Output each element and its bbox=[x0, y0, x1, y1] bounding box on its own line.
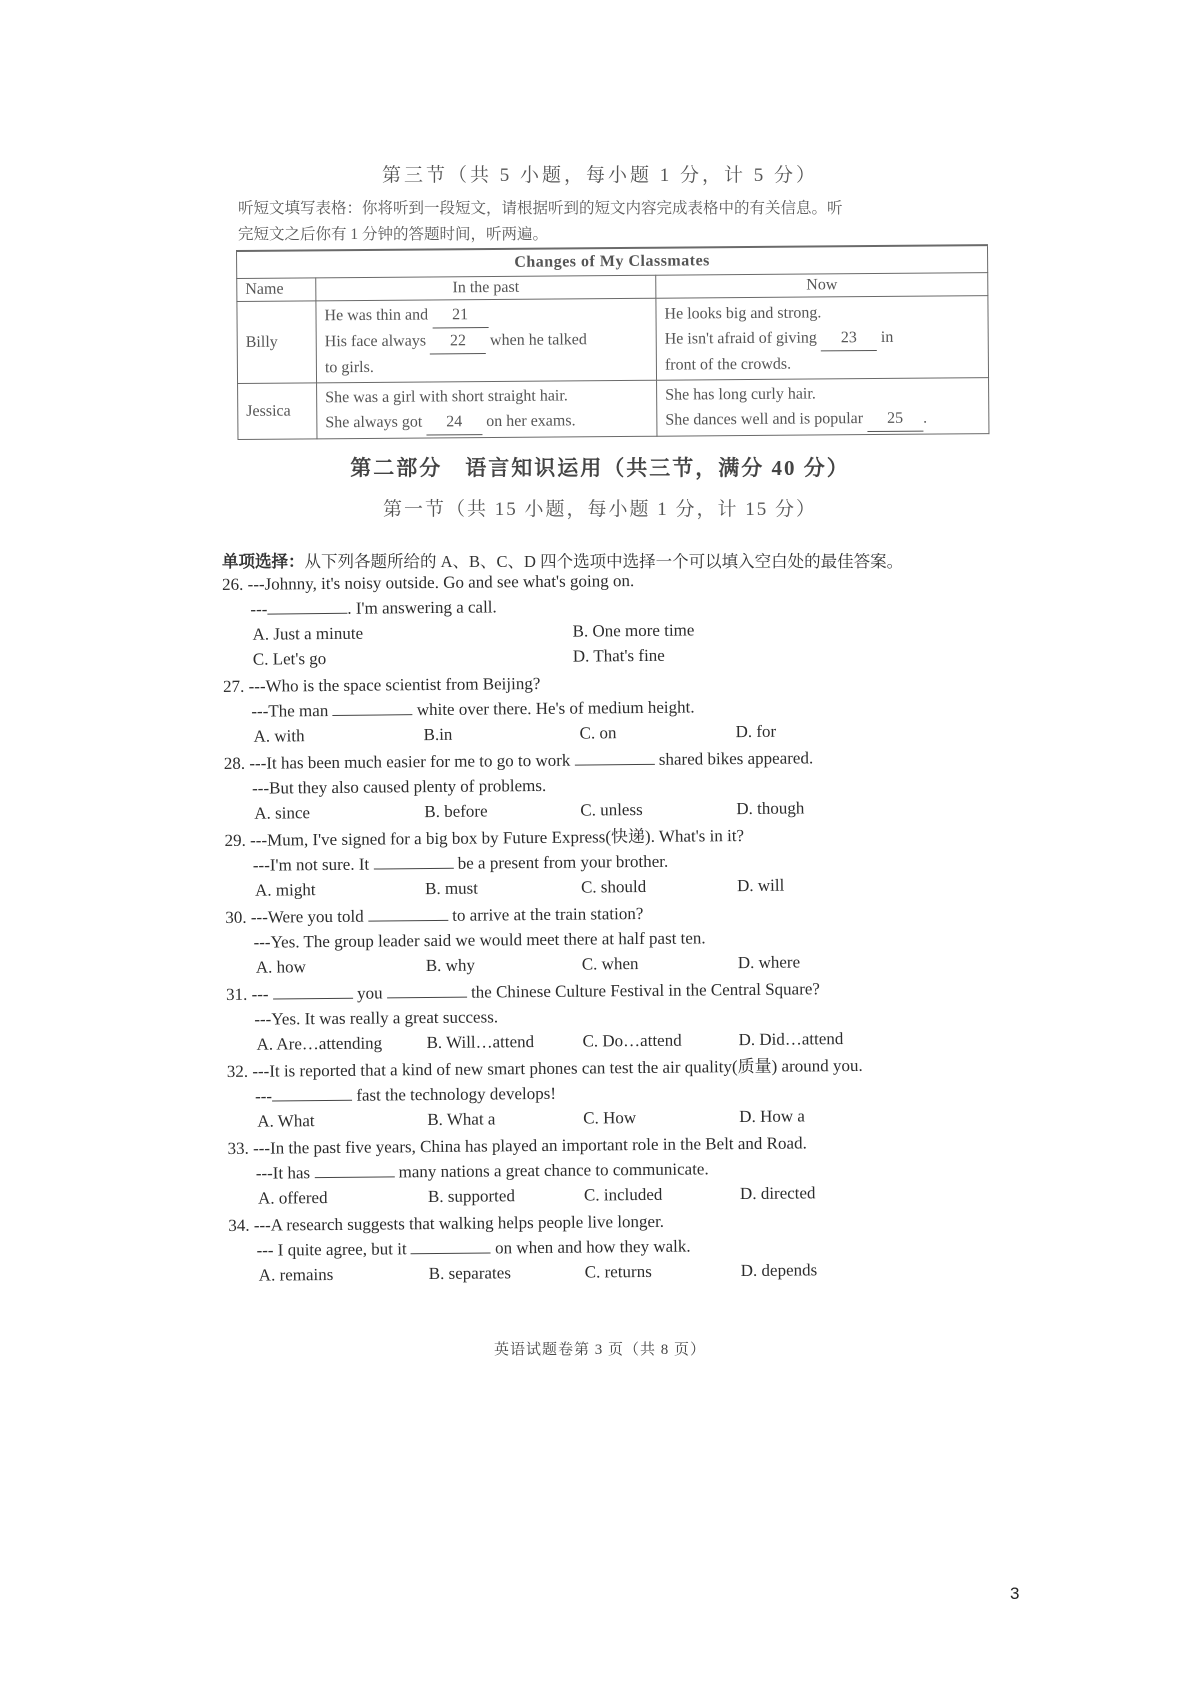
question-text: the Chinese Culture Festival in the Central Square? bbox=[466, 979, 820, 1002]
question-text: ---It has bbox=[255, 1163, 315, 1183]
question-number: 30. bbox=[225, 907, 251, 927]
answer-blank bbox=[373, 852, 453, 870]
question-text: . I'm answering a call. bbox=[347, 597, 497, 618]
answer-option: D. How a bbox=[739, 1106, 805, 1127]
cell-text: He looks big and strong. bbox=[664, 303, 822, 323]
answer-option: B. What a bbox=[427, 1109, 496, 1130]
question-text: ---But they also caused plenty of problems. bbox=[251, 775, 547, 798]
question-text: ---A research suggests that walking helps people live longer. bbox=[253, 1211, 665, 1235]
question-text: ---Who is the space scientist from Beijing? bbox=[248, 673, 541, 696]
answer-blank: 25 bbox=[867, 406, 923, 432]
header-past: In the past bbox=[316, 275, 656, 301]
cell-text: to girls. bbox=[324, 358, 374, 377]
cell-text: on her exams. bbox=[482, 412, 576, 431]
answer-option: B.in bbox=[423, 724, 453, 745]
question-text: many nations a great chance to communicate. bbox=[394, 1159, 709, 1182]
cell-line bbox=[665, 350, 980, 377]
answer-option: B. before bbox=[424, 801, 488, 822]
question-text: fast the technology develops! bbox=[351, 1083, 557, 1105]
answer-blank: 22 bbox=[430, 328, 486, 354]
answer-blank bbox=[332, 698, 412, 716]
question-text: be a present from your brother. bbox=[453, 851, 669, 873]
answer-option: D. That's fine bbox=[572, 645, 665, 666]
question-text: ---The man bbox=[251, 700, 333, 721]
question-text: ---Mum, I've signed for a big box by Future Express(快递). What's in it? bbox=[249, 826, 745, 850]
page-number: 3 bbox=[1010, 1584, 1020, 1603]
cell-line bbox=[664, 299, 979, 326]
question-number: 28. bbox=[223, 753, 250, 773]
answer-option: D. directed bbox=[739, 1183, 816, 1204]
page-footer: 英语试题卷第 3 页（共 8 页） bbox=[493, 1342, 706, 1358]
cell-line bbox=[325, 383, 648, 411]
answer-blank: 21 bbox=[432, 302, 488, 328]
answer-option: C. unless bbox=[580, 799, 643, 820]
cell-line bbox=[665, 380, 980, 407]
question-text: ---It is reported that a kind of new smart phones can test the air quality(质量) around you. bbox=[252, 1055, 863, 1081]
instructions-line: 听短文填写表格：你将听到一段短文，请根据听到的短文内容完成表格中的有关信息。听 bbox=[238, 200, 843, 217]
instruction-text: 从下列各题所给的 A、B、C、D 四个选项中选择一个可以填入空白处的最佳答案。 bbox=[304, 552, 904, 571]
header-now: Now bbox=[656, 273, 988, 299]
answer-option: A. since bbox=[254, 803, 311, 823]
answer-option: B. must bbox=[424, 878, 479, 899]
cell-text: She has long curly hair. bbox=[665, 385, 816, 404]
answer-option: A. What bbox=[257, 1111, 315, 1131]
question-number: 26. bbox=[222, 574, 248, 594]
question-text: ---In the past five years, China has played an important role in the Belt and Road. bbox=[252, 1133, 807, 1158]
now-cell bbox=[657, 378, 989, 437]
answer-option: A. offered bbox=[257, 1188, 328, 1208]
question-text: white over there. He's of medium height. bbox=[412, 697, 695, 720]
answer-option: D. though bbox=[736, 798, 805, 819]
cell-text: . bbox=[923, 409, 928, 427]
answer-option: B. why bbox=[425, 955, 476, 976]
question-number: 31. bbox=[225, 984, 252, 1004]
question-item bbox=[223, 667, 984, 749]
answer-blank bbox=[314, 1160, 394, 1178]
cell-text: when he talked bbox=[485, 331, 587, 350]
question-text: on when and how they walk. bbox=[490, 1236, 691, 1258]
question-text: --- I quite agree, but it bbox=[256, 1239, 411, 1260]
answer-option: A. how bbox=[255, 957, 306, 977]
cell-line bbox=[325, 353, 648, 381]
answer-options bbox=[222, 615, 982, 672]
cell-line bbox=[665, 405, 980, 433]
cell-text: She dances well and is popular bbox=[665, 410, 868, 429]
student-name: Jessica bbox=[238, 383, 317, 440]
cell-text: in bbox=[876, 328, 894, 346]
cell-line bbox=[665, 324, 980, 352]
answer-option: D. where bbox=[737, 952, 801, 973]
table-row bbox=[238, 378, 989, 440]
table-caption: Changes of My Classmates bbox=[237, 245, 988, 278]
answer-option: C. on bbox=[579, 723, 617, 743]
cell-text: She was a girl with short straight hair. bbox=[325, 387, 568, 407]
question-number: 27. bbox=[223, 676, 249, 696]
answer-option: C. should bbox=[580, 876, 647, 897]
cell-text: He was thin and bbox=[324, 306, 433, 325]
cell-line bbox=[324, 301, 647, 330]
question-item bbox=[227, 1052, 988, 1134]
question-item bbox=[227, 1129, 988, 1211]
question-text: to arrive at the train station? bbox=[447, 903, 644, 925]
question-text: ---Johnny, it's noisy outside. Go and see what's going on. bbox=[247, 571, 635, 594]
answer-blank bbox=[411, 1236, 491, 1254]
answer-option: C. included bbox=[583, 1184, 663, 1205]
now-cell bbox=[656, 296, 989, 381]
question-item bbox=[228, 1206, 989, 1288]
question-number: 34. bbox=[228, 1215, 254, 1235]
changes-table bbox=[236, 244, 989, 440]
cell-line bbox=[325, 408, 648, 437]
answer-option: D. depends bbox=[740, 1260, 818, 1281]
answer-option: A. might bbox=[254, 880, 316, 900]
past-cell bbox=[316, 298, 657, 383]
part2-title: 第二部分 语言知识运用（共三节，满分 40 分） bbox=[350, 456, 850, 480]
cell-text: His face always bbox=[324, 332, 431, 351]
answer-blank bbox=[272, 1084, 352, 1102]
answer-option: A. Are…attending bbox=[256, 1033, 383, 1054]
answer-option: B. One more time bbox=[572, 620, 695, 641]
question-number: 29. bbox=[224, 830, 251, 850]
question-list bbox=[222, 565, 989, 1290]
answer-option: C. when bbox=[581, 954, 639, 974]
answer-option: B. supported bbox=[427, 1186, 515, 1207]
question-text: --- bbox=[251, 984, 273, 1004]
question-text: ---Were you told bbox=[250, 906, 369, 927]
answer-option: D. will bbox=[736, 875, 785, 896]
answer-option: B. Will…attend bbox=[426, 1032, 535, 1053]
cell-text: He isn't afraid of giving bbox=[664, 328, 821, 348]
answer-option: A. remains bbox=[258, 1264, 334, 1285]
question-text: --- bbox=[250, 599, 268, 619]
question-item bbox=[222, 565, 983, 672]
answer-blank: 23 bbox=[821, 324, 877, 350]
cell-text: She always got bbox=[325, 413, 427, 432]
section1-title: 第一节（共 15 小题，每小题 1 分，计 15 分） bbox=[382, 499, 817, 520]
question-number: 33. bbox=[227, 1138, 254, 1158]
answer-option: D. Did…attend bbox=[738, 1029, 844, 1050]
question-text: shared bikes appeared. bbox=[654, 748, 814, 769]
question-text: you bbox=[352, 983, 387, 1003]
question-item bbox=[226, 975, 987, 1057]
question-text: ---I'm not sure. It bbox=[252, 854, 374, 875]
answer-option: A. Just a minute bbox=[252, 623, 364, 644]
answer-blank bbox=[387, 981, 467, 999]
answer-option: B. separates bbox=[428, 1263, 511, 1284]
question-text: ---Yes. The group leader said we would meet there at half past ten. bbox=[253, 928, 706, 952]
answer-option: D. for bbox=[735, 721, 777, 742]
past-cell bbox=[317, 380, 657, 439]
answer-blank bbox=[273, 982, 353, 1000]
section3-title: 第三节（共 5 小题，每小题 1 分，计 5 分） bbox=[381, 165, 818, 186]
answer-option: A. with bbox=[253, 726, 305, 746]
answer-option: C. Do…attend bbox=[582, 1030, 682, 1051]
header-name: Name bbox=[237, 278, 316, 302]
answer-option: C. returns bbox=[584, 1261, 652, 1282]
question-text: ---It has been much easier for me to go to work bbox=[249, 750, 575, 773]
cell-line bbox=[325, 327, 648, 356]
answer-blank: 24 bbox=[426, 409, 482, 435]
answer-blank bbox=[267, 597, 347, 615]
instructions-line: 完短文之后你有 1 分钟的答题时间，听两遍。 bbox=[238, 226, 549, 243]
section3-instructions bbox=[238, 196, 978, 248]
answer-option: C. Let's go bbox=[252, 649, 327, 669]
instruction-label: 单项选择： bbox=[222, 552, 305, 571]
table-row bbox=[237, 296, 989, 384]
question-text: ---Yes. It was really a great success. bbox=[254, 1007, 499, 1029]
cell-text: front of the crowds. bbox=[664, 355, 792, 374]
question-item bbox=[224, 821, 985, 903]
question-number: 32. bbox=[226, 1061, 253, 1081]
question-text: --- bbox=[254, 1086, 273, 1106]
answer-option: C. How bbox=[583, 1108, 637, 1128]
answer-blank bbox=[368, 904, 448, 922]
answer-blank bbox=[574, 748, 654, 766]
question-item bbox=[225, 898, 986, 980]
question-item bbox=[224, 744, 985, 826]
student-name: Billy bbox=[237, 301, 317, 384]
